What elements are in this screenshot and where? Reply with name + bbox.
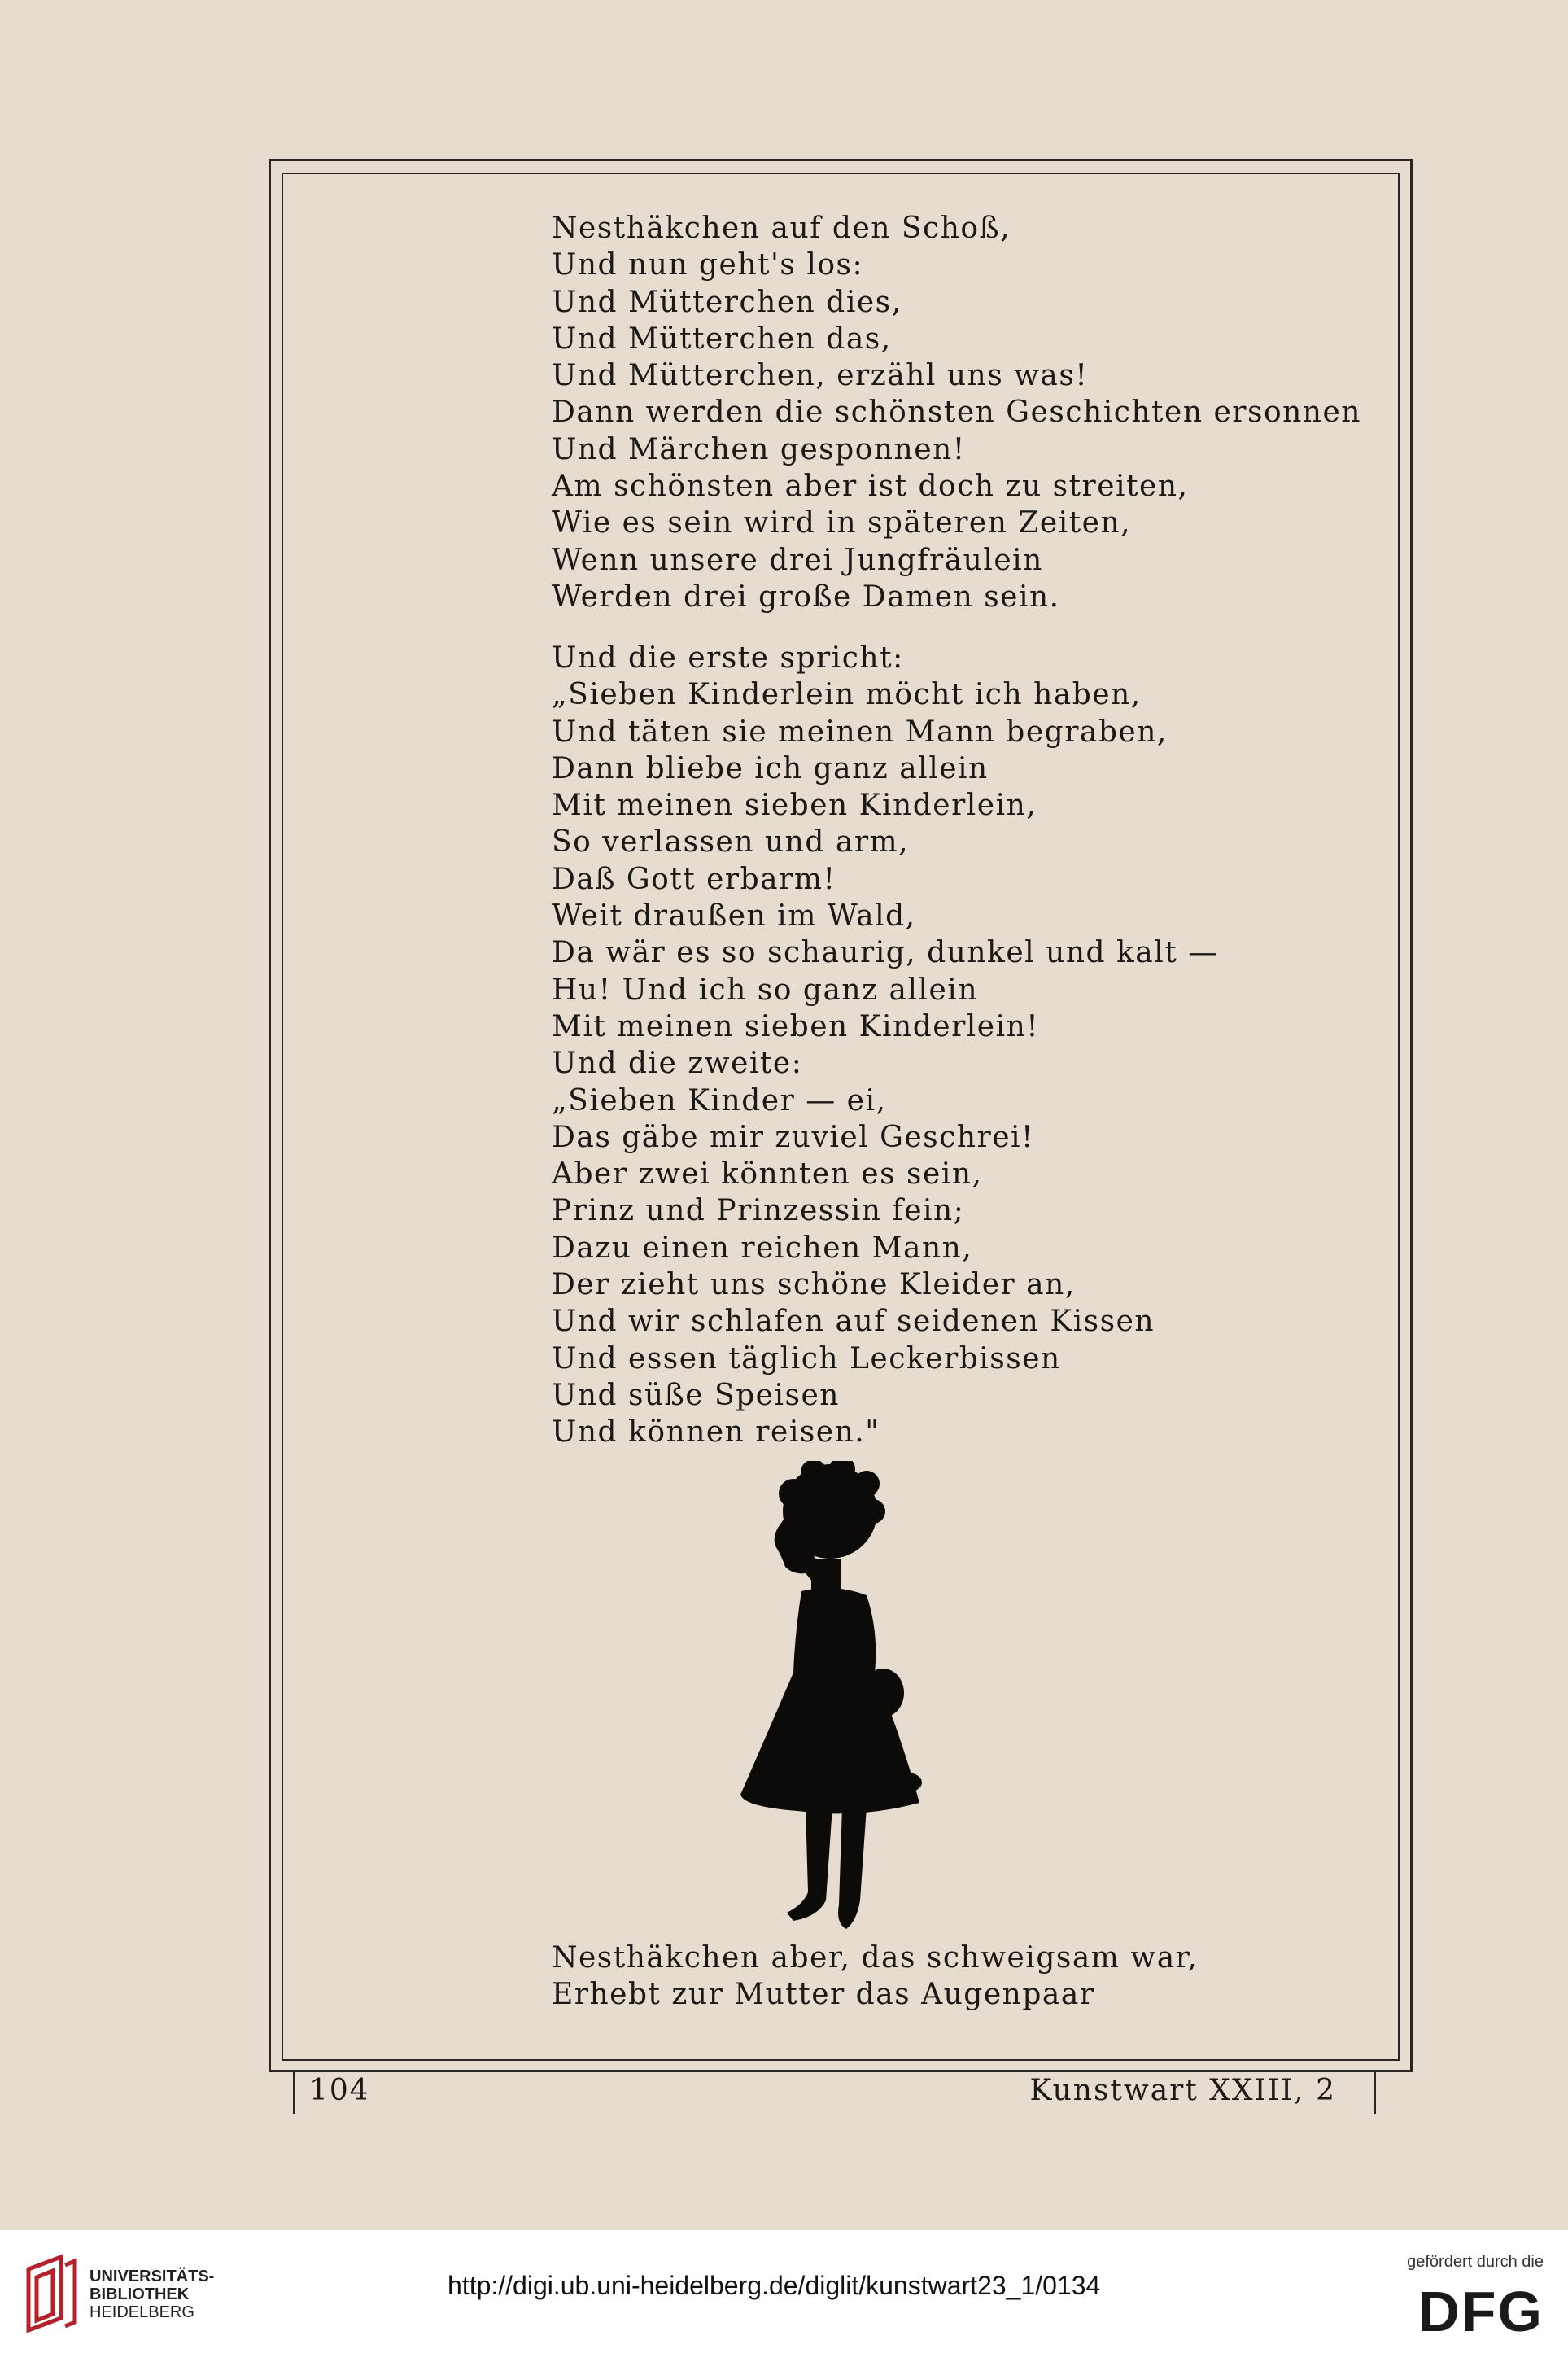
silhouette-girl-icon	[736, 1461, 932, 1933]
poem-line: So verlassen und arm,	[552, 825, 910, 859]
library-line-2: BIBLIOTHEK	[90, 2285, 190, 2303]
poem-line: Und Mütterchen das,	[552, 321, 892, 356]
poem-line: Am schönsten aber ist doch zu streiten,	[552, 470, 1189, 504]
poem-line: Daß Gott erbarm!	[552, 862, 836, 896]
dfg-caption: gefördert durch die	[1407, 2253, 1544, 2271]
poem-line: Mit meinen sieben Kinderlein!	[552, 1009, 1040, 1043]
poem-stanza-1	[552, 210, 1382, 615]
poem-line: Da wär es so schaurig, dunkel und kalt —	[552, 936, 1219, 970]
poem-line: Und Mütterchen dies,	[552, 285, 902, 319]
poem-line: Der zieht uns schöne Kleider an,	[552, 1268, 1076, 1302]
poem-line: Nesthäkchen auf den Schoß,	[552, 212, 1011, 245]
poem-line: Prinz und Prinzessin fein;	[552, 1194, 965, 1228]
library-line-3: HEIDELBERG	[90, 2303, 194, 2321]
poem-line: „Sieben Kinder — ei,	[552, 1083, 887, 1117]
poem-line: Mit meinen sieben Kinderlein,	[552, 789, 1037, 823]
poem-line: Und nun geht's los:	[552, 248, 864, 282]
poem-line: „Sieben Kinderlein möcht ich haben,	[552, 678, 1142, 712]
poem-line: Dann werden die schönsten Geschichten ersonnen	[552, 396, 1361, 430]
poem-line: Nesthäkchen aber, das schweigsam war,	[552, 1941, 1199, 1975]
ub-heidelberg-logo-icon[interactable]	[16, 2253, 81, 2334]
poem-line: Und täten sie meinen Mann begraben,	[552, 715, 1168, 749]
poem-line: Und wir schlafen auf seidenen Kissen	[552, 1305, 1155, 1339]
library-line-1: UNIVERSITÄTS-	[90, 2268, 215, 2285]
library-name[interactable]	[90, 2268, 214, 2321]
poem-line: Und Märchen gesponnen!	[552, 432, 966, 466]
poem-line: Und die zweite:	[552, 1047, 803, 1081]
poem-line: Weit draußen im Wald,	[552, 899, 916, 934]
poem-line: Und die erste spricht:	[552, 641, 904, 675]
poem-stanza-3	[552, 1940, 1382, 2014]
poem-line: Dann bliebe ich ganz allein	[552, 751, 989, 785]
journal-title: Kunstwart XXIII, 2	[1029, 2074, 1336, 2107]
poem-line: Wenn unsere drei Jungfräulein	[552, 543, 1043, 577]
poem-line: Werden drei große Damen sein.	[552, 580, 1060, 614]
poem-line: Und essen täglich Leckerbissen	[552, 1341, 1061, 1375]
dfg-logo[interactable]: DFG	[1418, 2280, 1544, 2343]
poem-stanza-2	[552, 640, 1382, 1451]
page-number: 104	[309, 2074, 370, 2107]
poem-line: Hu! Und ich so ganz allein	[552, 973, 978, 1007]
poem-line: Erhebt zur Mutter das Augenpaar	[552, 1978, 1095, 2012]
poem-line: Dazu einen reichen Mann,	[552, 1231, 973, 1265]
poem-line: Und Mütterchen, erzähl uns was!	[552, 359, 1089, 393]
poem-line: Wie es sein wird in späteren Zeiten,	[552, 506, 1132, 540]
poem-line: Das gäbe mir zuviel Geschrei!	[552, 1120, 1034, 1154]
permalink-url[interactable]: http://digi.ub.uni-heidelberg.de/diglit/kunstwart23_1/0134	[448, 2271, 1101, 2300]
poem-line: Aber zwei könnten es sein,	[552, 1157, 983, 1192]
poem-line: Und können reisen."	[552, 1415, 880, 1450]
poem-line: Und süße Speisen	[552, 1378, 840, 1412]
